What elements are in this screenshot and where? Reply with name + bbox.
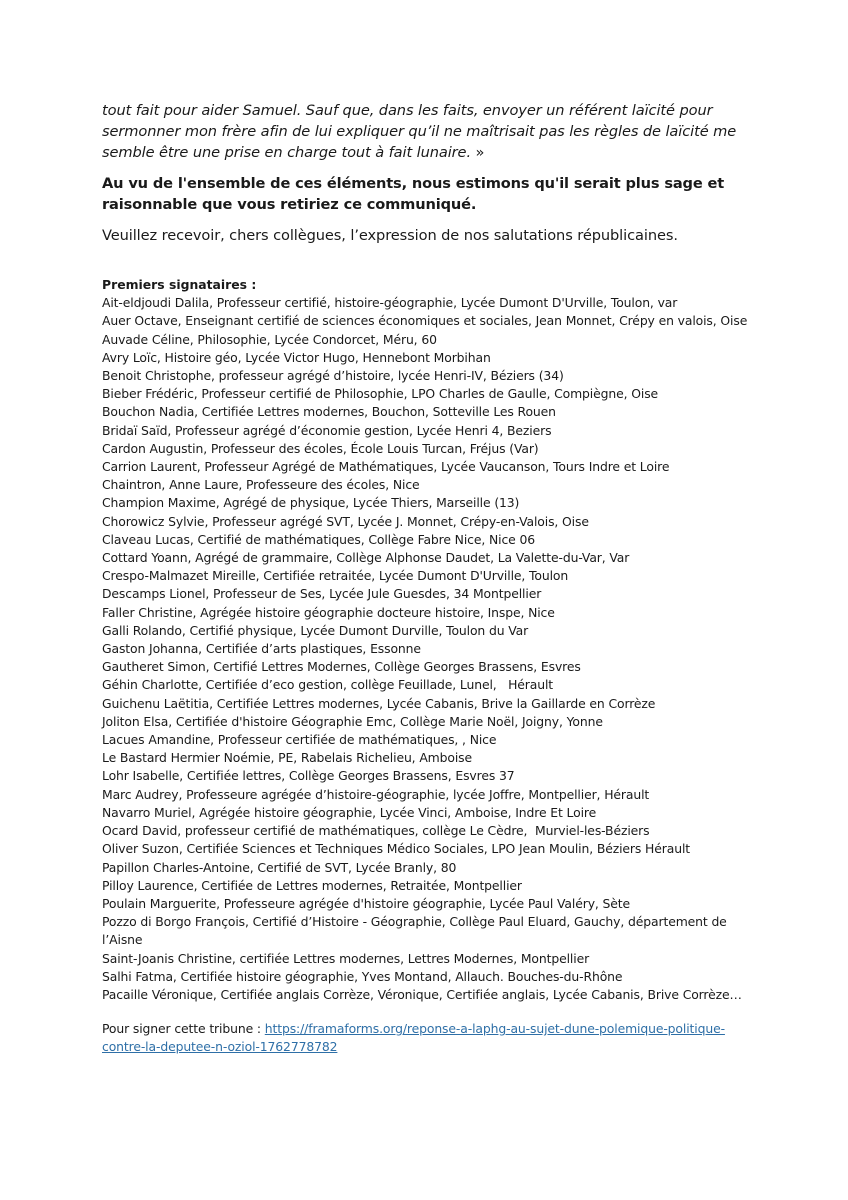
signatory-entry: Pilloy Laurence, Certifiée de Lettres modernes, Retraitée, Montpellier bbox=[102, 877, 522, 893]
quote-closing-mark: » bbox=[470, 144, 485, 161]
signatories-list bbox=[102, 294, 762, 1004]
signatory-entry: Bridaï Saïd, Professeur agrégé d’économie gestion, Lycée Henri 4, Beziers bbox=[102, 422, 552, 438]
quote-text: tout fait pour aider Samuel. Sauf que, dans les faits, envoyer un référent laïcité pour sermonner mon frère afin de lui expliquer qu’il ne maîtrisait pas les règles de laïcité me semble être une prise en charge tout à fait lunaire. bbox=[102, 102, 737, 161]
signatory-entry: Champion Maxime, Agrégé de physique, Lycée Thiers, Marseille (13) bbox=[102, 495, 520, 511]
signatory-entry: Ait-eldjoudi Dalila, Professeur certifié, histoire-géographie, Lycée Dumont D'Urville, Toulon, var bbox=[102, 295, 678, 311]
signatory-entry: Auvade Céline, Philosophie, Lycée Condorcet, Méru, 60 bbox=[102, 331, 437, 347]
signatory-entry: Galli Rolando, Certifié physique, Lycée Dumont Durville, Toulon du Var bbox=[102, 622, 529, 638]
signatory-entry: Chaintron, Anne Laure, Professeure des écoles, Nice bbox=[102, 477, 420, 493]
signatory-entry: Marc Audrey, Professeure agrégée d’histoire-géographie, lycée Joffre, Montpellier, Hérault bbox=[102, 786, 650, 802]
signatory-entry: Salhi Fatma, Certifiée histoire géographie, Yves Montand, Allauch. Bouches-du-Rhône bbox=[102, 968, 623, 984]
signatory-entry: Gaston Johanna, Certifiée d’arts plastiques, Essonne bbox=[102, 641, 421, 657]
signatory-entry: Carrion Laurent, Professeur Agrégé de Mathématiques, Lycée Vaucanson, Tours Indre et Loire bbox=[102, 459, 670, 475]
signatory-entry: Gautheret Simon, Certifié Lettres Modernes, Collège Georges Brassens, Esvres bbox=[102, 659, 581, 675]
signatory-entry: Auer Octave, Enseignant certifié de sciences économiques et sociales, Jean Monnet, Crépy en valois, Oise bbox=[102, 313, 748, 329]
signatory-entry: Bieber Frédéric, Professeur certifié de Philosophie, LPO Charles de Gaulle, Compiègne, Oise bbox=[102, 386, 659, 402]
signatory-entry: Cardon Augustin, Professeur des écoles, École Louis Turcan, Fréjus (Var) bbox=[102, 440, 539, 456]
signatory-entry: Claveau Lucas, Certifié de mathématiques, Collège Fabre Nice, Nice 06 bbox=[102, 531, 535, 547]
sign-petition-line bbox=[102, 1020, 762, 1056]
closing-salutation: Veuillez recevoir, chers collègues, l’expression de nos salutations républicaines. bbox=[102, 227, 678, 244]
sign-petition-label: Pour signer cette tribune : bbox=[102, 1021, 265, 1037]
signatory-entry: Joliton Elsa, Certifiée d'histoire Géographie Emc, Collège Marie Noël, Joigny, Yonne bbox=[102, 713, 603, 729]
signatory-entry: Chorowicz Sylvie, Professeur agrégé SVT, Lycée J. Monnet, Crépy-en-Valois, Oise bbox=[102, 513, 589, 529]
signatory-entry: Poulain Marguerite, Professeure agrégée d'histoire géographie, Lycée Paul Valéry, Sète bbox=[102, 895, 631, 911]
quote-paragraph bbox=[102, 100, 762, 163]
signatory-entry: Saint-Joanis Christine, certifiée Lettres modernes, Lettres Modernes, Montpellier bbox=[102, 950, 590, 966]
signatory-entry: Géhin Charlotte, Certifiée d’eco gestion, collège Feuillade, Lunel, Hérault bbox=[102, 677, 554, 693]
signatory-entry: Oliver Suzon, Certifiée Sciences et Techniques Médico Sociales, LPO Jean Moulin, Béziers Hérault bbox=[102, 841, 691, 857]
signatories-heading: Premiers signataires : bbox=[102, 277, 257, 292]
signatory-entry: Benoit Christophe, professeur agrégé d’histoire, lycée Henri-IV, Béziers (34) bbox=[102, 368, 564, 384]
conclusion-paragraph: Au vu de l'ensemble de ces éléments, nous estimons qu'il serait plus sage et raisonnable que vous retiriez ce communiqué. bbox=[102, 175, 725, 213]
signatory-entry: Descamps Lionel, Professeur de Ses, Lycée Jule Guesdes, 34 Montpellier bbox=[102, 586, 542, 602]
signatory-entry: Lacues Amandine, Professeur certifiée de mathématiques, , Nice bbox=[102, 732, 497, 748]
signatory-entry: Pozzo di Borgo François, Certifié d’Histoire - Géographie, Collège Paul Eluard, Gauchy, département de l’Aisne bbox=[102, 914, 731, 948]
signatory-entry: Crespo-Malmazet Mireille, Certifiée retraitée, Lycée Dumont D'Urville, Toulon bbox=[102, 568, 569, 584]
signatory-entry: Le Bastard Hermier Noémie, PE, Rabelais Richelieu, Amboise bbox=[102, 750, 472, 766]
signatory-entry: Cottard Yoann, Agrégé de grammaire, Collège Alphonse Daudet, La Valette-du-Var, Var bbox=[102, 550, 630, 566]
document-page bbox=[102, 100, 762, 1057]
signatory-entry: Guichenu Laëtitia, Certifiée Lettres modernes, Lycée Cabanis, Brive la Gaillarde en Corrèze bbox=[102, 695, 656, 711]
signatory-entry: Ocard David, professeur certifié de mathématiques, collège Le Cèdre, Murviel-les-Béziers bbox=[102, 823, 650, 839]
petition-link[interactable]: https://framaforms.org/reponse-a-laphg-au-sujet-dune-polemique-politique-contre-la-deputee-n-oziol-1762778782 bbox=[102, 1021, 725, 1055]
signatory-entry: Papillon Charles-Antoine, Certifié de SVT, Lycée Branly, 80 bbox=[102, 859, 457, 875]
signatory-entry: Avry Loïc, Histoire géo, Lycée Victor Hugo, Hennebont Morbihan bbox=[102, 349, 491, 365]
signatory-entry: Navarro Muriel, Agrégée histoire géographie, Lycée Vinci, Amboise, Indre Et Loire bbox=[102, 804, 597, 820]
signatory-entry: Lohr Isabelle, Certifiée lettres, Collège Georges Brassens, Esvres 37 bbox=[102, 768, 515, 784]
signatory-entry: Faller Christine, Agrégée histoire géographie docteure histoire, Inspe, Nice bbox=[102, 604, 555, 620]
signatory-entry: Pacaille Véronique, Certifiée anglais Corrèze, Véronique, Certifiée anglais, Lycée Cabanis, Brive Corrèze… bbox=[102, 986, 742, 1002]
signatory-entry: Bouchon Nadia, Certifiée Lettres modernes, Bouchon, Sotteville Les Rouen bbox=[102, 404, 556, 420]
